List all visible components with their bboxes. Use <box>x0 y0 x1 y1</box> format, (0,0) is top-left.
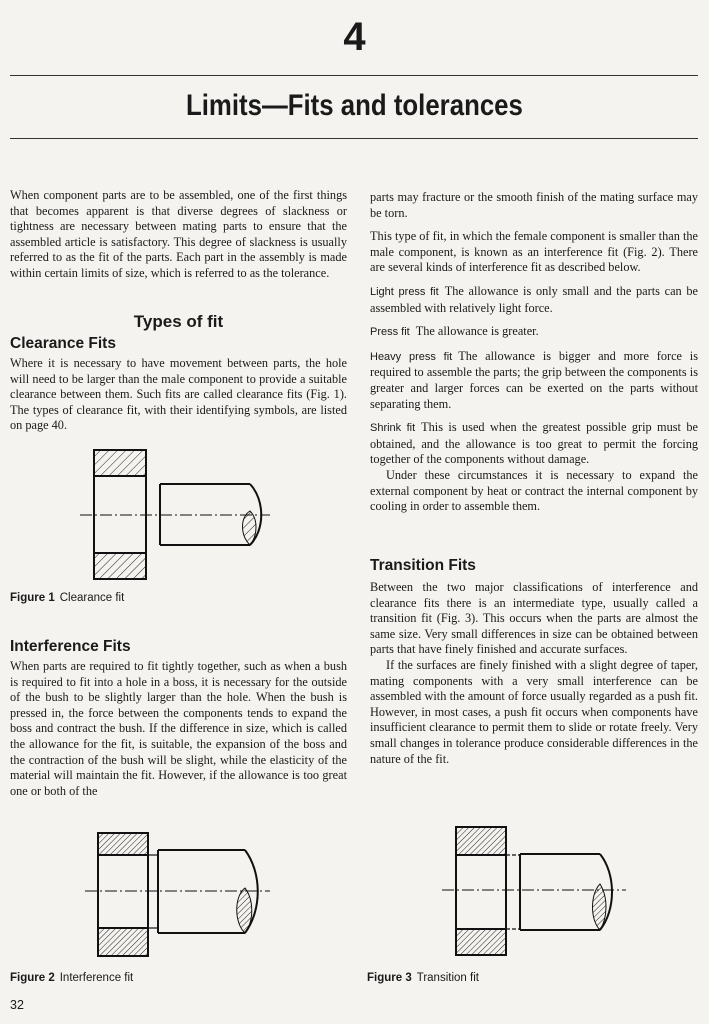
shrink-fit-term: Shrink fit <box>370 422 416 435</box>
boss-hatched-section <box>456 827 520 955</box>
header-rule-bottom <box>10 138 698 139</box>
continuation-paragraph: parts may fracture or the smooth finish of the mating surface may be torn. <box>370 190 698 220</box>
press-fit-term: Press fit <box>370 326 410 339</box>
shaft <box>520 854 612 930</box>
interference-fits-heading: Interference Fits <box>10 638 131 655</box>
interference-section <box>10 659 347 799</box>
transition-paragraph-2: If the surfaces are finely finished with a slight degree of taper, mating components with a very small interference can be assembled with the amount of force usually regarded as a push fit. However, in most cases, a push fit occurs when components have insufficient clearance to permit them to slide or rotate freely. Very small changes in tolerance produce considerable differences in the nature of the fit. <box>370 657 698 766</box>
figure-2-text: Interference fit <box>59 972 134 984</box>
clearance-paragraph: Where it is necessary to have movement between parts, the hole will need to be larger than the male component to provide a suitable clearance between them. Such fits are called clearance fits (Fig. 1). The types of clearance fit, with their identifying symbols, are listed on page 40. <box>10 356 347 433</box>
figure-1-label: Figure 1 <box>10 592 55 604</box>
types-of-fit-heading: Types of fit <box>133 312 224 331</box>
header-rule-top <box>10 75 698 76</box>
boss-hatched-section <box>98 833 158 956</box>
interference-paragraph: When parts are required to fit tightly together, such as when a bush is required to fit into a hole in a boss, it is necessary for the outside of the bush to be slightly larger than the hole. When the bush is pressed in, the force between the components tends to expand the boss and contract the bush. If the difference in size, which is called the allowance for the fit, is suitable, the expansion of the boss and the contraction of the bush will be slight, while the elasticity of the material will maintain the fit. However, if the allowance is too great one or both of the <box>10 659 347 798</box>
intro-paragraph: When component parts are to be assembled, one of the first things that becomes apparent is that diverse degrees of slackness or tightness are necessary between mating parts to ensure that the assembled article is satisfactory. This degree of slackness is usually referred to as the fit of the parts. Each part in the assembly is made within certain limits of size, which is referred to as the tolerance. <box>10 188 347 280</box>
intro-section <box>10 188 347 282</box>
heavy-press-fit-item <box>370 349 698 412</box>
transition-fits-heading: Transition Fits <box>370 557 476 574</box>
clearance-fits-heading: Clearance Fits <box>10 335 116 352</box>
figure-1-caption <box>10 592 124 604</box>
figure-3-caption <box>367 972 479 984</box>
heavy-press-fit-text: The allowance is bigger and more force is required to assemble the parts; the grip between the components is greater and larger forces can be exerted on the parts without separating them. <box>370 348 698 411</box>
shrink-fit-followup: Under these circumstances it is necessary to expand the external component by heat or contract the internal component by cooling in order to assemble them. <box>370 467 698 514</box>
figure-2-diagram <box>80 828 270 963</box>
figure-3-label: Figure 3 <box>367 972 412 984</box>
figure-3-text: Transition fit <box>416 972 479 984</box>
figure-2-caption <box>10 972 133 984</box>
transition-paragraph-1: Between the two major classifications of interference and clearance fits there is an intermediate type, usually called a transition fit (Fig. 3). This occurs when the parts are almost the same size. Very small differences in size can be obtained between parts that have finely finished and accurate surfaces. <box>370 580 698 657</box>
right-column <box>370 190 698 515</box>
light-press-fit-item <box>370 284 698 316</box>
shrink-fit-text: This is used when the greatest possible grip must be obtained, and the allowance is too great to permit the forcing together of the components without damage. <box>370 420 698 467</box>
figure-3-diagram <box>440 822 630 962</box>
interference-type-paragraph: This type of fit, in which the female component is smaller than the male component, is known as an interference fit (Fig. 2). There are several kinds of interference fit as described below. <box>370 229 698 275</box>
shrink-fit-item <box>370 420 698 468</box>
figure-1-diagram <box>80 445 270 585</box>
press-fit-text: The allowance is greater. <box>415 324 539 339</box>
transition-section <box>370 580 698 767</box>
figure-1-text: Clearance fit <box>59 592 125 604</box>
figure-2-label: Figure 2 <box>10 972 55 984</box>
press-fit-item <box>370 324 698 341</box>
heavy-press-fit-term: Heavy press fit <box>370 350 453 363</box>
chapter-number: 4 <box>343 15 366 59</box>
page-number: 32 <box>10 998 24 1012</box>
chapter-title: Limits—Fits and tolerances <box>185 89 523 122</box>
clearance-section <box>10 356 347 434</box>
light-press-fit-text: The allowance is only small and the parts can be assembled with relatively light force. <box>370 283 699 315</box>
light-press-fit-term: Light press fit <box>370 285 439 298</box>
